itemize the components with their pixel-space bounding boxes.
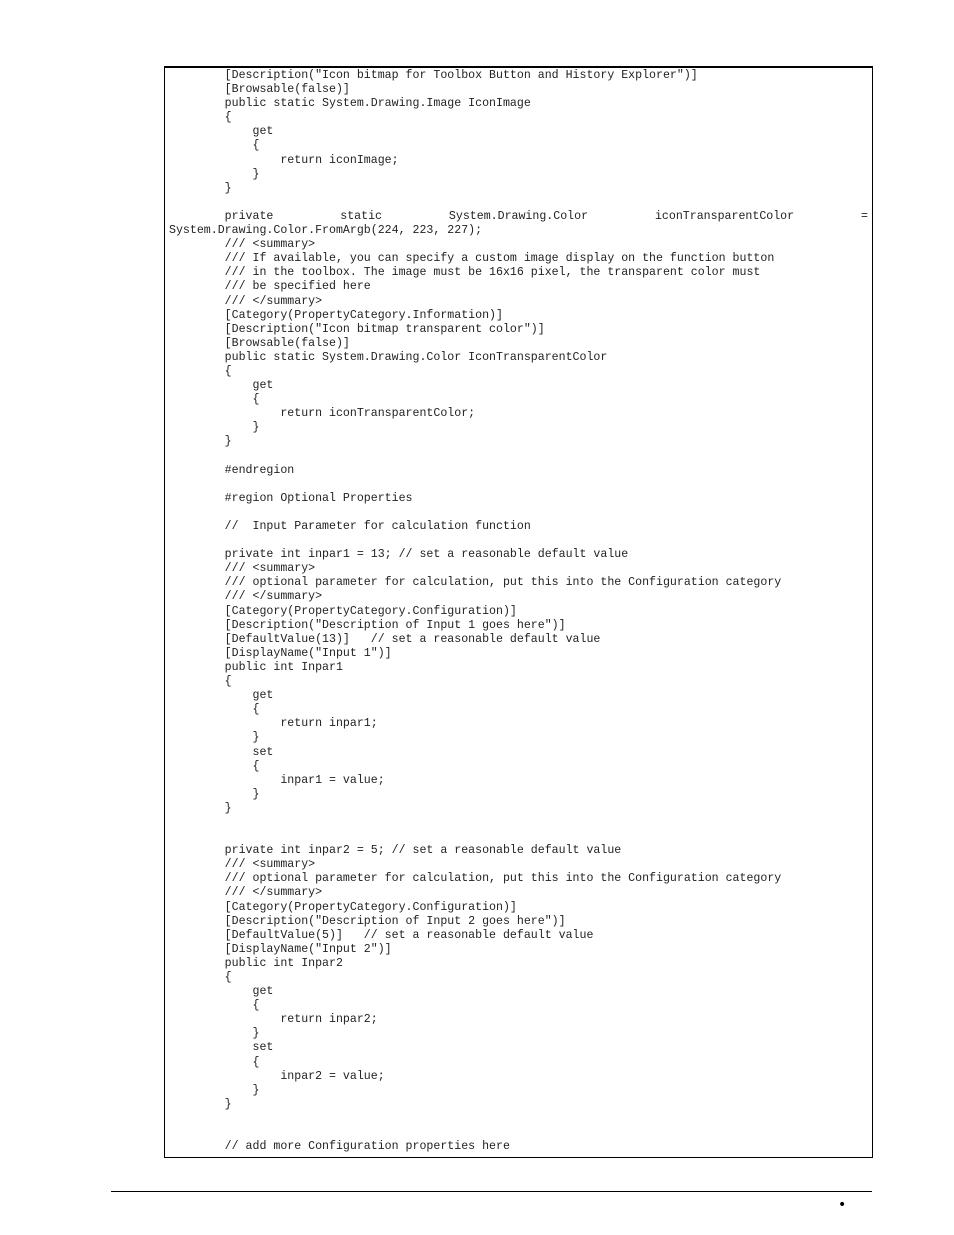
code-line: /// </summary> [169, 590, 323, 604]
code-line: get [169, 689, 274, 703]
code-line [169, 1126, 868, 1140]
code-line: } [169, 787, 260, 801]
code-line: { [169, 971, 232, 984]
code-line: [DefaultValue(13)] // set a reasonable default value [169, 632, 601, 646]
code-line: public int Inpar1 [169, 660, 343, 674]
code-line: /// <summary> [169, 858, 316, 872]
code-line: [Category(PropertyCategory.Configuration)] [169, 900, 517, 914]
code-line: { [169, 111, 232, 125]
code-line [169, 534, 868, 548]
code-line: /// <summary> [169, 562, 316, 576]
code-line: public static System.Drawing.Color IconTransparentColor [169, 350, 608, 364]
code-line: /// optional parameter for calculation, put this into the Configuration category [169, 576, 782, 590]
code-line: /// </summary> [169, 294, 323, 308]
code-line: [DisplayName("Input 2")] [169, 942, 392, 956]
code-line: { [169, 675, 232, 689]
code-token: static [340, 209, 383, 223]
code-line: } [169, 181, 232, 195]
code-line: /// be specified here [169, 280, 371, 294]
code-line: /// in the toolbox. The image must be 16x16 pixel, the transparent color must [169, 266, 761, 280]
code-line: get [169, 379, 274, 393]
code-line: [Browsable(false)] [169, 83, 350, 97]
code-line: /// If available, you can specify a custom image display on the function button [169, 252, 775, 266]
code-token: = [861, 209, 868, 223]
code-line: public static System.Drawing.Image IconImage [169, 97, 531, 111]
code-token: System.Drawing.Color [448, 209, 589, 223]
code-line: { [169, 364, 232, 378]
code-line: /// </summary> [169, 886, 323, 900]
code-line: { [169, 999, 260, 1013]
code-line: { [169, 393, 260, 407]
code-line: public int Inpar2 [169, 956, 343, 970]
code-line: [Description("Description of Input 2 goes here")] [169, 914, 566, 928]
code-line: [DefaultValue(5)] // set a reasonable default value [169, 928, 594, 942]
code-line: [Browsable(false)] [169, 336, 350, 350]
code-listing-box [164, 66, 873, 1158]
code-line: { [169, 139, 260, 153]
code-line: inpar1 = value; [169, 773, 385, 787]
code-line [169, 196, 868, 210]
code-line: return iconTransparentColor; [169, 407, 476, 421]
code-line: [Description("Icon bitmap transparent color")] [169, 322, 545, 336]
code-line: [Description("Description of Input 1 goes here")] [169, 618, 566, 632]
code-line: return inpar1; [169, 717, 378, 731]
footer-divider [111, 1191, 872, 1192]
code-line [169, 478, 868, 492]
code-line: private int inpar1 = 13; // set a reasonable default value [169, 548, 629, 562]
code-line: set [169, 1041, 274, 1055]
code-line: } [169, 1027, 260, 1041]
code-line: inpar2 = value; [169, 1069, 385, 1083]
code-line: { [169, 703, 260, 717]
code-line: [DisplayName("Input 1")] [169, 646, 392, 660]
code-line: get [169, 985, 274, 999]
code-line [169, 506, 868, 520]
code-line: } [169, 421, 260, 435]
code-line: return iconImage; [169, 153, 399, 167]
code-line: // add more Configuration properties here [169, 1140, 510, 1154]
code-line: System.Drawing.Color.FromArgb(224, 223, 227); [169, 224, 483, 238]
code-line: private int inpar2 = 5; // set a reasonable default value [169, 844, 622, 858]
code-line: } [169, 1083, 260, 1097]
footer-bullet: • [838, 1197, 847, 1213]
code-line: [Category(PropertyCategory.Configuration)] [169, 604, 517, 618]
code-line: [Description("Icon bitmap for Toolbox Button and History Explorer")] [169, 69, 698, 82]
code-token: iconTransparentColor [654, 209, 795, 223]
code-line: } [169, 731, 260, 745]
code-line: } [169, 801, 232, 815]
code-line: #endregion [169, 463, 295, 477]
code-line: set [169, 745, 274, 759]
code-line: } [169, 435, 232, 449]
code-line [169, 816, 868, 830]
code-line: { [169, 759, 260, 773]
code-token: private [169, 209, 274, 223]
code-line [169, 830, 868, 844]
code-line: #region Optional Properties [169, 491, 413, 505]
code-line: { [169, 1055, 260, 1069]
code-line: /// <summary> [169, 238, 316, 252]
code-line: } [169, 1097, 232, 1111]
code-line: get [169, 125, 274, 139]
code-line: // Input Parameter for calculation function [169, 520, 531, 533]
code-line: return inpar2; [169, 1013, 378, 1027]
code-line [169, 1112, 868, 1126]
code-line: /// optional parameter for calculation, put this into the Configuration category [169, 872, 782, 886]
code-line [169, 450, 868, 464]
code-line [169, 210, 868, 224]
code-line: [Category(PropertyCategory.Information)] [169, 308, 503, 322]
code-lines [169, 69, 868, 1154]
code-line: } [169, 167, 260, 181]
